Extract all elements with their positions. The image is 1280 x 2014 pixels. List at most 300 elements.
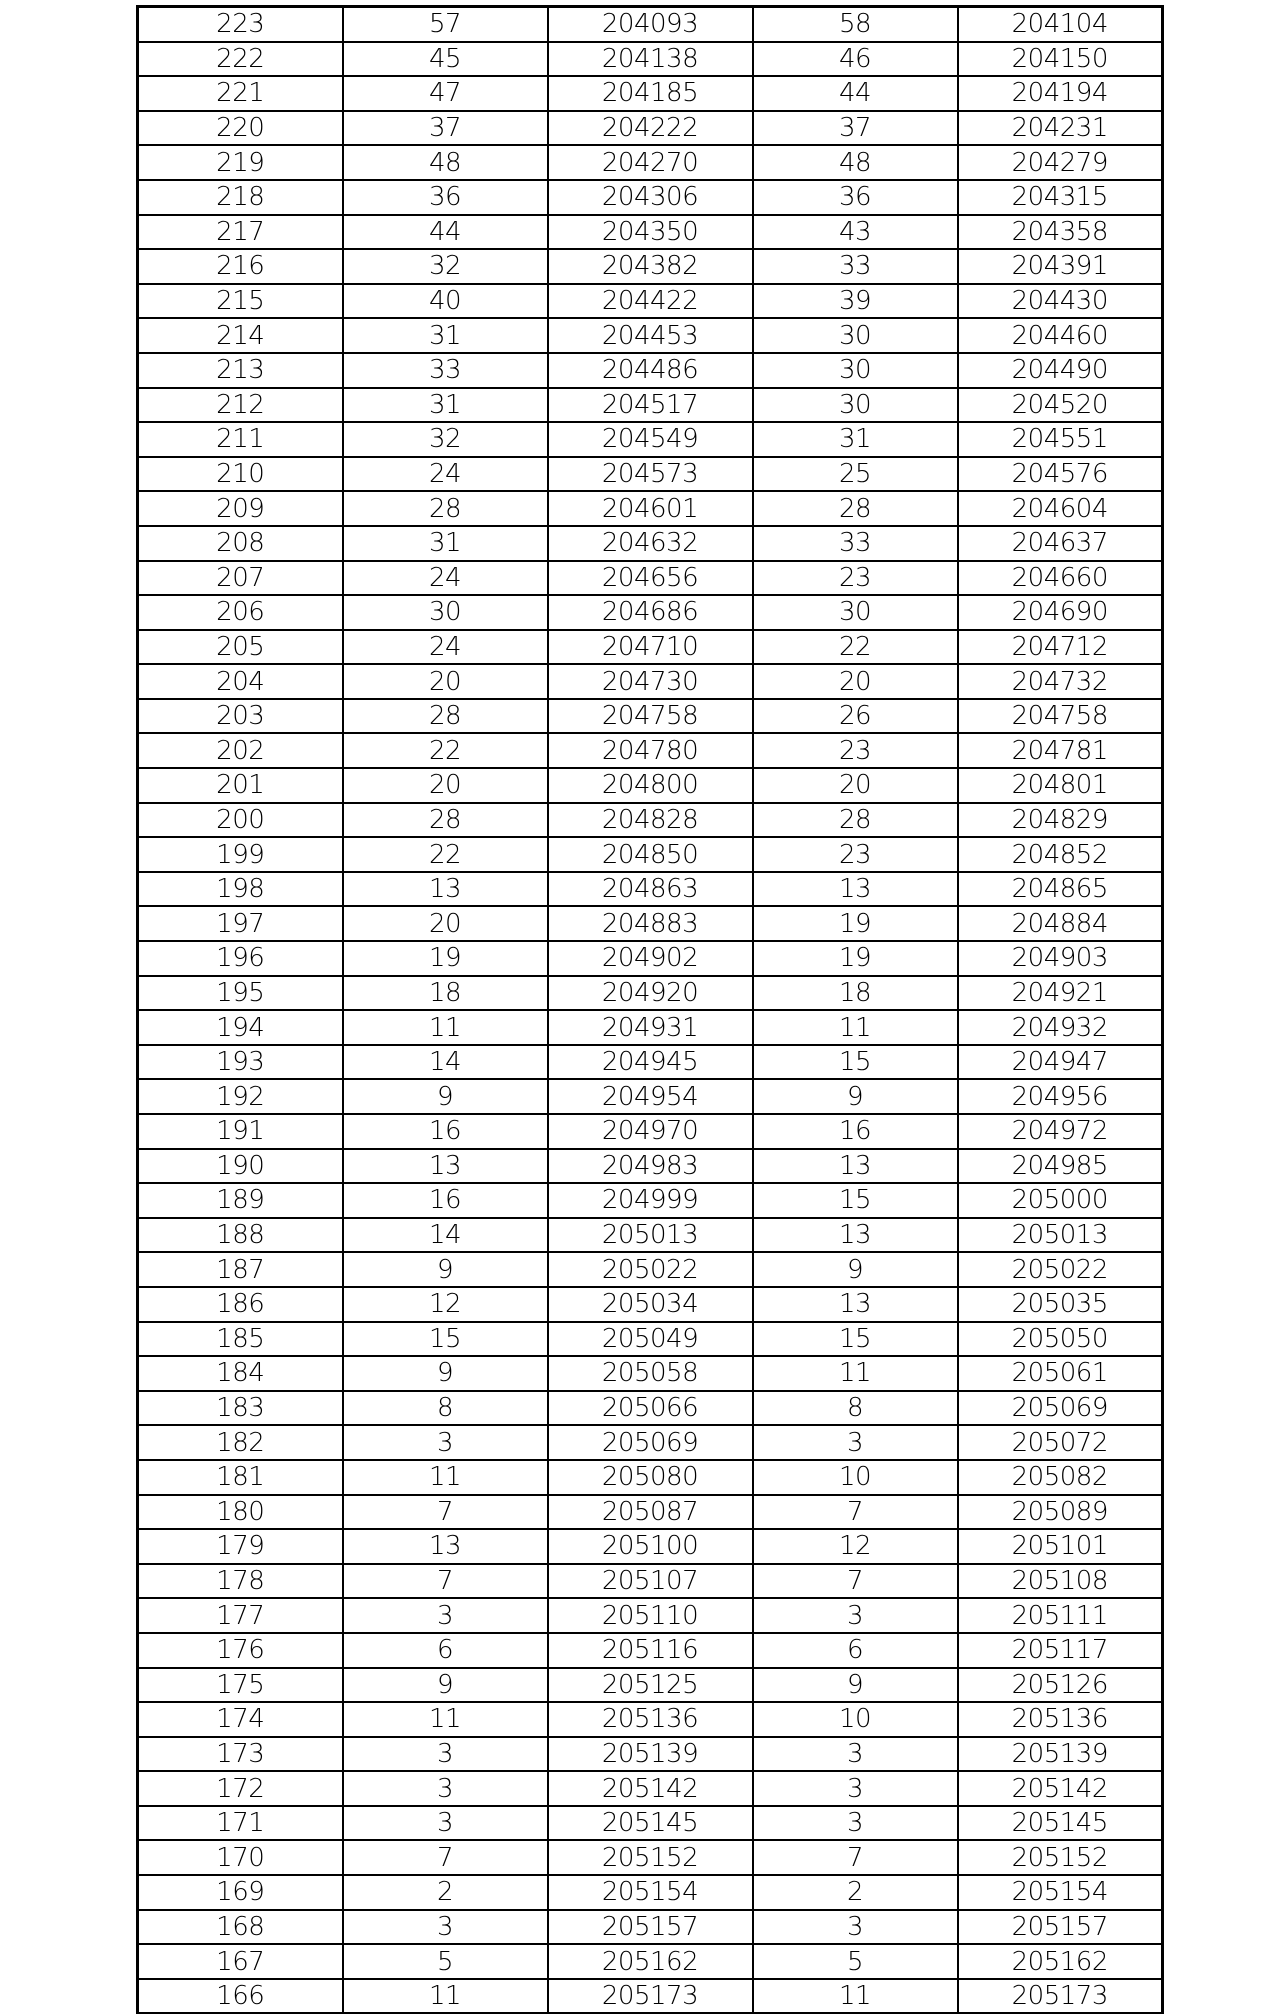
cumulative-a-cell: 204730	[548, 664, 753, 699]
table-row	[138, 803, 1163, 838]
count-a-cell: 24	[343, 630, 548, 665]
cumulative-b-cell: 205000	[958, 1183, 1163, 1218]
cumulative-b-cell: 204231	[958, 111, 1163, 146]
count-b-cell: 19	[753, 941, 958, 976]
count-b-cell: 3	[753, 1737, 958, 1772]
score-cell: 221	[138, 76, 343, 111]
count-a-cell: 3	[343, 1771, 548, 1806]
count-a-cell: 16	[343, 1183, 548, 1218]
table-row	[138, 180, 1163, 215]
cumulative-a-cell: 204758	[548, 699, 753, 734]
score-cell: 206	[138, 595, 343, 630]
count-b-cell: 7	[753, 1495, 958, 1530]
table-row	[138, 1668, 1163, 1703]
table-row	[138, 1495, 1163, 1530]
cumulative-a-cell: 204945	[548, 1045, 753, 1080]
score-cell: 211	[138, 422, 343, 457]
count-b-cell: 22	[753, 630, 958, 665]
cumulative-b-cell: 204903	[958, 941, 1163, 976]
cumulative-a-cell: 204632	[548, 526, 753, 561]
cumulative-a-cell: 205107	[548, 1564, 753, 1599]
table-row	[138, 1079, 1163, 1114]
cumulative-a-cell: 204382	[548, 249, 753, 284]
count-b-cell: 7	[753, 1564, 958, 1599]
score-cell: 169	[138, 1875, 343, 1910]
cumulative-a-cell: 204850	[548, 837, 753, 872]
cumulative-a-cell: 204093	[548, 7, 753, 42]
count-b-cell: 9	[753, 1668, 958, 1703]
cumulative-a-cell: 204970	[548, 1114, 753, 1149]
count-a-cell: 7	[343, 1495, 548, 1530]
count-a-cell: 2	[343, 1875, 548, 1910]
count-a-cell: 14	[343, 1045, 548, 1080]
count-b-cell: 15	[753, 1045, 958, 1080]
score-cell: 217	[138, 215, 343, 250]
table-row	[138, 1806, 1163, 1841]
cumulative-b-cell: 205013	[958, 1218, 1163, 1253]
table-row	[138, 76, 1163, 111]
cumulative-a-cell: 204656	[548, 561, 753, 596]
table-row	[138, 318, 1163, 353]
cumulative-a-cell: 205080	[548, 1460, 753, 1495]
count-a-cell: 19	[343, 941, 548, 976]
cumulative-a-cell: 204931	[548, 1010, 753, 1045]
count-a-cell: 48	[343, 145, 548, 180]
score-cell: 209	[138, 491, 343, 526]
table-row	[138, 1460, 1163, 1495]
table-row	[138, 1771, 1163, 1806]
cumulative-a-cell: 205110	[548, 1598, 753, 1633]
cumulative-b-cell: 204391	[958, 249, 1163, 284]
table-row	[138, 1979, 1163, 2014]
count-a-cell: 32	[343, 422, 548, 457]
count-a-cell: 3	[343, 1598, 548, 1633]
cumulative-a-cell: 204573	[548, 457, 753, 492]
count-b-cell: 10	[753, 1460, 958, 1495]
count-b-cell: 18	[753, 976, 958, 1011]
table-row	[138, 733, 1163, 768]
score-cell: 173	[138, 1737, 343, 1772]
table-row	[138, 215, 1163, 250]
cumulative-a-cell: 204780	[548, 733, 753, 768]
cumulative-b-cell: 204279	[958, 145, 1163, 180]
count-b-cell: 15	[753, 1322, 958, 1357]
score-cell: 174	[138, 1702, 343, 1737]
score-cell: 186	[138, 1287, 343, 1322]
count-a-cell: 28	[343, 699, 548, 734]
table-row	[138, 976, 1163, 1011]
cumulative-a-cell: 205173	[548, 1979, 753, 2014]
count-a-cell: 20	[343, 906, 548, 941]
cumulative-a-cell: 204422	[548, 284, 753, 319]
cumulative-b-cell: 204551	[958, 422, 1163, 457]
count-b-cell: 5	[753, 1944, 958, 1979]
cumulative-a-cell: 205136	[548, 1702, 753, 1737]
table-row	[138, 388, 1163, 423]
cumulative-a-cell: 204902	[548, 941, 753, 976]
count-a-cell: 9	[343, 1668, 548, 1703]
cumulative-a-cell: 204828	[548, 803, 753, 838]
count-a-cell: 24	[343, 561, 548, 596]
cumulative-b-cell: 205117	[958, 1633, 1163, 1668]
cumulative-b-cell: 204985	[958, 1149, 1163, 1184]
count-b-cell: 36	[753, 180, 958, 215]
cumulative-b-cell: 205061	[958, 1356, 1163, 1391]
count-a-cell: 31	[343, 388, 548, 423]
cumulative-b-cell: 205162	[958, 1944, 1163, 1979]
score-cell: 201	[138, 768, 343, 803]
cumulative-b-cell: 205157	[958, 1910, 1163, 1945]
table-row	[138, 1149, 1163, 1184]
cumulative-b-cell: 204932	[958, 1010, 1163, 1045]
cumulative-a-cell: 204138	[548, 42, 753, 77]
count-a-cell: 3	[343, 1425, 548, 1460]
count-b-cell: 7	[753, 1840, 958, 1875]
cumulative-b-cell: 204712	[958, 630, 1163, 665]
score-cell: 167	[138, 1944, 343, 1979]
cumulative-a-cell: 204686	[548, 595, 753, 630]
cumulative-a-cell: 205125	[548, 1668, 753, 1703]
table-row	[138, 1944, 1163, 1979]
cumulative-a-cell: 204601	[548, 491, 753, 526]
table-row	[138, 1045, 1163, 1080]
count-b-cell: 9	[753, 1079, 958, 1114]
score-cell: 198	[138, 872, 343, 907]
cumulative-b-cell: 204604	[958, 491, 1163, 526]
score-cell: 213	[138, 353, 343, 388]
count-b-cell: 15	[753, 1183, 958, 1218]
cumulative-a-cell: 204863	[548, 872, 753, 907]
count-b-cell: 30	[753, 595, 958, 630]
cumulative-a-cell: 205049	[548, 1322, 753, 1357]
score-cell: 202	[138, 733, 343, 768]
table-row	[138, 1322, 1163, 1357]
count-b-cell: 3	[753, 1806, 958, 1841]
table-row	[138, 249, 1163, 284]
score-cell: 210	[138, 457, 343, 492]
count-a-cell: 22	[343, 837, 548, 872]
count-a-cell: 32	[343, 249, 548, 284]
count-b-cell: 33	[753, 526, 958, 561]
count-a-cell: 13	[343, 872, 548, 907]
cumulative-a-cell: 205139	[548, 1737, 753, 1772]
count-a-cell: 11	[343, 1702, 548, 1737]
count-b-cell: 13	[753, 872, 958, 907]
count-a-cell: 18	[343, 976, 548, 1011]
table-row	[138, 1598, 1163, 1633]
score-cell: 218	[138, 180, 343, 215]
count-b-cell: 30	[753, 388, 958, 423]
count-b-cell: 23	[753, 837, 958, 872]
table-row	[138, 872, 1163, 907]
score-cell: 205	[138, 630, 343, 665]
score-cell: 223	[138, 7, 343, 42]
count-b-cell: 11	[753, 1979, 958, 2014]
score-cell: 170	[138, 1840, 343, 1875]
count-b-cell: 8	[753, 1391, 958, 1426]
cumulative-b-cell: 204490	[958, 353, 1163, 388]
count-b-cell: 28	[753, 491, 958, 526]
count-a-cell: 9	[343, 1079, 548, 1114]
cumulative-b-cell: 204690	[958, 595, 1163, 630]
cumulative-b-cell: 204947	[958, 1045, 1163, 1080]
cumulative-a-cell: 205069	[548, 1425, 753, 1460]
score-cell: 179	[138, 1529, 343, 1564]
count-b-cell: 39	[753, 284, 958, 319]
score-cell: 181	[138, 1460, 343, 1495]
count-a-cell: 9	[343, 1252, 548, 1287]
count-a-cell: 20	[343, 664, 548, 699]
score-cell: 166	[138, 1979, 343, 2014]
cumulative-b-cell: 205108	[958, 1564, 1163, 1599]
score-cell: 189	[138, 1183, 343, 1218]
count-a-cell: 30	[343, 595, 548, 630]
cumulative-a-cell: 204883	[548, 906, 753, 941]
cumulative-a-cell: 205157	[548, 1910, 753, 1945]
table-row	[138, 1391, 1163, 1426]
cumulative-a-cell: 204710	[548, 630, 753, 665]
cumulative-a-cell: 205152	[548, 1840, 753, 1875]
count-b-cell: 58	[753, 7, 958, 42]
cumulative-a-cell: 205034	[548, 1287, 753, 1322]
table-row	[138, 1910, 1163, 1945]
count-a-cell: 7	[343, 1840, 548, 1875]
table-row	[138, 1356, 1163, 1391]
table-row	[138, 145, 1163, 180]
count-b-cell: 3	[753, 1598, 958, 1633]
score-cell: 219	[138, 145, 343, 180]
score-cell: 196	[138, 941, 343, 976]
score-cell: 177	[138, 1598, 343, 1633]
score-cell: 208	[138, 526, 343, 561]
count-b-cell: 12	[753, 1529, 958, 1564]
table-row	[138, 630, 1163, 665]
table-row	[138, 1737, 1163, 1772]
count-b-cell: 46	[753, 42, 958, 77]
cumulative-b-cell: 205152	[958, 1840, 1163, 1875]
cumulative-b-cell: 204150	[958, 42, 1163, 77]
cumulative-a-cell: 205154	[548, 1875, 753, 1910]
cumulative-a-cell: 204486	[548, 353, 753, 388]
count-b-cell: 19	[753, 906, 958, 941]
table-row	[138, 1183, 1163, 1218]
score-cell: 216	[138, 249, 343, 284]
score-cell: 195	[138, 976, 343, 1011]
cumulative-b-cell: 205101	[958, 1529, 1163, 1564]
cumulative-b-cell: 205069	[958, 1391, 1163, 1426]
count-a-cell: 57	[343, 7, 548, 42]
table-row	[138, 1875, 1163, 1910]
count-a-cell: 8	[343, 1391, 548, 1426]
table-row	[138, 42, 1163, 77]
cumulative-b-cell: 204956	[958, 1079, 1163, 1114]
count-b-cell: 20	[753, 664, 958, 699]
cumulative-b-cell: 204576	[958, 457, 1163, 492]
count-b-cell: 31	[753, 422, 958, 457]
score-cell: 199	[138, 837, 343, 872]
score-cell: 172	[138, 1771, 343, 1806]
score-cell: 222	[138, 42, 343, 77]
table-row	[138, 1010, 1163, 1045]
cumulative-b-cell: 205089	[958, 1495, 1163, 1530]
count-a-cell: 20	[343, 768, 548, 803]
cumulative-b-cell: 204732	[958, 664, 1163, 699]
count-a-cell: 13	[343, 1149, 548, 1184]
cumulative-a-cell: 205058	[548, 1356, 753, 1391]
cumulative-a-cell: 204999	[548, 1183, 753, 1218]
cumulative-b-cell: 205173	[958, 1979, 1163, 2014]
score-cell: 204	[138, 664, 343, 699]
score-cell: 180	[138, 1495, 343, 1530]
cumulative-b-cell: 204520	[958, 388, 1163, 423]
score-cell: 191	[138, 1114, 343, 1149]
count-b-cell: 10	[753, 1702, 958, 1737]
cumulative-a-cell: 205022	[548, 1252, 753, 1287]
table-row	[138, 422, 1163, 457]
cumulative-b-cell: 204637	[958, 526, 1163, 561]
count-b-cell: 13	[753, 1218, 958, 1253]
cumulative-a-cell: 205013	[548, 1218, 753, 1253]
table-row	[138, 457, 1163, 492]
count-b-cell: 23	[753, 561, 958, 596]
cumulative-b-cell: 204758	[958, 699, 1163, 734]
table-row	[138, 906, 1163, 941]
table-row	[138, 1287, 1163, 1322]
score-cell: 194	[138, 1010, 343, 1045]
count-b-cell: 13	[753, 1287, 958, 1322]
count-a-cell: 45	[343, 42, 548, 77]
score-cell: 190	[138, 1149, 343, 1184]
table-row	[138, 699, 1163, 734]
cumulative-a-cell: 204549	[548, 422, 753, 457]
count-b-cell: 20	[753, 768, 958, 803]
score-cell: 182	[138, 1425, 343, 1460]
cumulative-b-cell: 204972	[958, 1114, 1163, 1149]
count-a-cell: 12	[343, 1287, 548, 1322]
cumulative-a-cell: 205066	[548, 1391, 753, 1426]
count-b-cell: 48	[753, 145, 958, 180]
cumulative-b-cell: 205082	[958, 1460, 1163, 1495]
table-body	[138, 7, 1163, 2014]
cumulative-b-cell: 204104	[958, 7, 1163, 42]
cumulative-b-cell: 205142	[958, 1771, 1163, 1806]
cumulative-a-cell: 205145	[548, 1806, 753, 1841]
cumulative-b-cell: 204865	[958, 872, 1163, 907]
count-b-cell: 2	[753, 1875, 958, 1910]
count-a-cell: 14	[343, 1218, 548, 1253]
cumulative-a-cell: 204954	[548, 1079, 753, 1114]
count-b-cell: 13	[753, 1149, 958, 1184]
count-a-cell: 47	[343, 76, 548, 111]
cumulative-b-cell: 205154	[958, 1875, 1163, 1910]
cumulative-a-cell: 204306	[548, 180, 753, 215]
cumulative-b-cell: 204801	[958, 768, 1163, 803]
score-cell: 184	[138, 1356, 343, 1391]
table-row	[138, 284, 1163, 319]
cumulative-b-cell: 205126	[958, 1668, 1163, 1703]
cumulative-a-cell: 205087	[548, 1495, 753, 1530]
cumulative-a-cell: 205142	[548, 1771, 753, 1806]
cumulative-b-cell: 205072	[958, 1425, 1163, 1460]
count-a-cell: 13	[343, 1529, 548, 1564]
cumulative-a-cell: 204270	[548, 145, 753, 180]
table-row	[138, 491, 1163, 526]
score-cell: 193	[138, 1045, 343, 1080]
table-row	[138, 1840, 1163, 1875]
count-a-cell: 28	[343, 803, 548, 838]
table-row	[138, 353, 1163, 388]
count-b-cell: 23	[753, 733, 958, 768]
cumulative-b-cell: 205111	[958, 1598, 1163, 1633]
score-cell: 185	[138, 1322, 343, 1357]
count-a-cell: 3	[343, 1737, 548, 1772]
count-a-cell: 3	[343, 1910, 548, 1945]
cumulative-a-cell: 204800	[548, 768, 753, 803]
cumulative-b-cell: 204921	[958, 976, 1163, 1011]
table-row	[138, 664, 1163, 699]
cumulative-b-cell: 205050	[958, 1322, 1163, 1357]
table-row	[138, 1633, 1163, 1668]
count-a-cell: 11	[343, 1979, 548, 2014]
table-row	[138, 1114, 1163, 1149]
count-a-cell: 11	[343, 1460, 548, 1495]
count-a-cell: 31	[343, 318, 548, 353]
score-cell: 175	[138, 1668, 343, 1703]
count-b-cell: 26	[753, 699, 958, 734]
count-a-cell: 9	[343, 1356, 548, 1391]
cumulative-a-cell: 204983	[548, 1149, 753, 1184]
count-b-cell: 28	[753, 803, 958, 838]
cumulative-b-cell: 204460	[958, 318, 1163, 353]
cumulative-b-cell: 205139	[958, 1737, 1163, 1772]
cumulative-b-cell: 204358	[958, 215, 1163, 250]
count-b-cell: 43	[753, 215, 958, 250]
count-a-cell: 11	[343, 1010, 548, 1045]
count-a-cell: 22	[343, 733, 548, 768]
count-b-cell: 3	[753, 1771, 958, 1806]
count-a-cell: 15	[343, 1322, 548, 1357]
cumulative-a-cell: 204920	[548, 976, 753, 1011]
cumulative-b-cell: 205035	[958, 1287, 1163, 1322]
score-cell: 215	[138, 284, 343, 319]
count-a-cell: 31	[343, 526, 548, 561]
cumulative-b-cell: 204781	[958, 733, 1163, 768]
count-b-cell: 25	[753, 457, 958, 492]
cumulative-a-cell: 205100	[548, 1529, 753, 1564]
score-cell: 176	[138, 1633, 343, 1668]
count-b-cell: 6	[753, 1633, 958, 1668]
cumulative-b-cell: 205136	[958, 1702, 1163, 1737]
count-b-cell: 30	[753, 353, 958, 388]
count-a-cell: 16	[343, 1114, 548, 1149]
count-b-cell: 16	[753, 1114, 958, 1149]
count-a-cell: 24	[343, 457, 548, 492]
cumulative-a-cell: 204453	[548, 318, 753, 353]
table-row	[138, 7, 1163, 42]
score-cell: 207	[138, 561, 343, 596]
score-cell: 192	[138, 1079, 343, 1114]
score-cell: 214	[138, 318, 343, 353]
cumulative-b-cell: 204884	[958, 906, 1163, 941]
score-cell: 183	[138, 1391, 343, 1426]
table-row	[138, 941, 1163, 976]
count-a-cell: 5	[343, 1944, 548, 1979]
score-cell: 220	[138, 111, 343, 146]
count-a-cell: 6	[343, 1633, 548, 1668]
cumulative-a-cell: 204350	[548, 215, 753, 250]
count-b-cell: 3	[753, 1910, 958, 1945]
count-a-cell: 40	[343, 284, 548, 319]
